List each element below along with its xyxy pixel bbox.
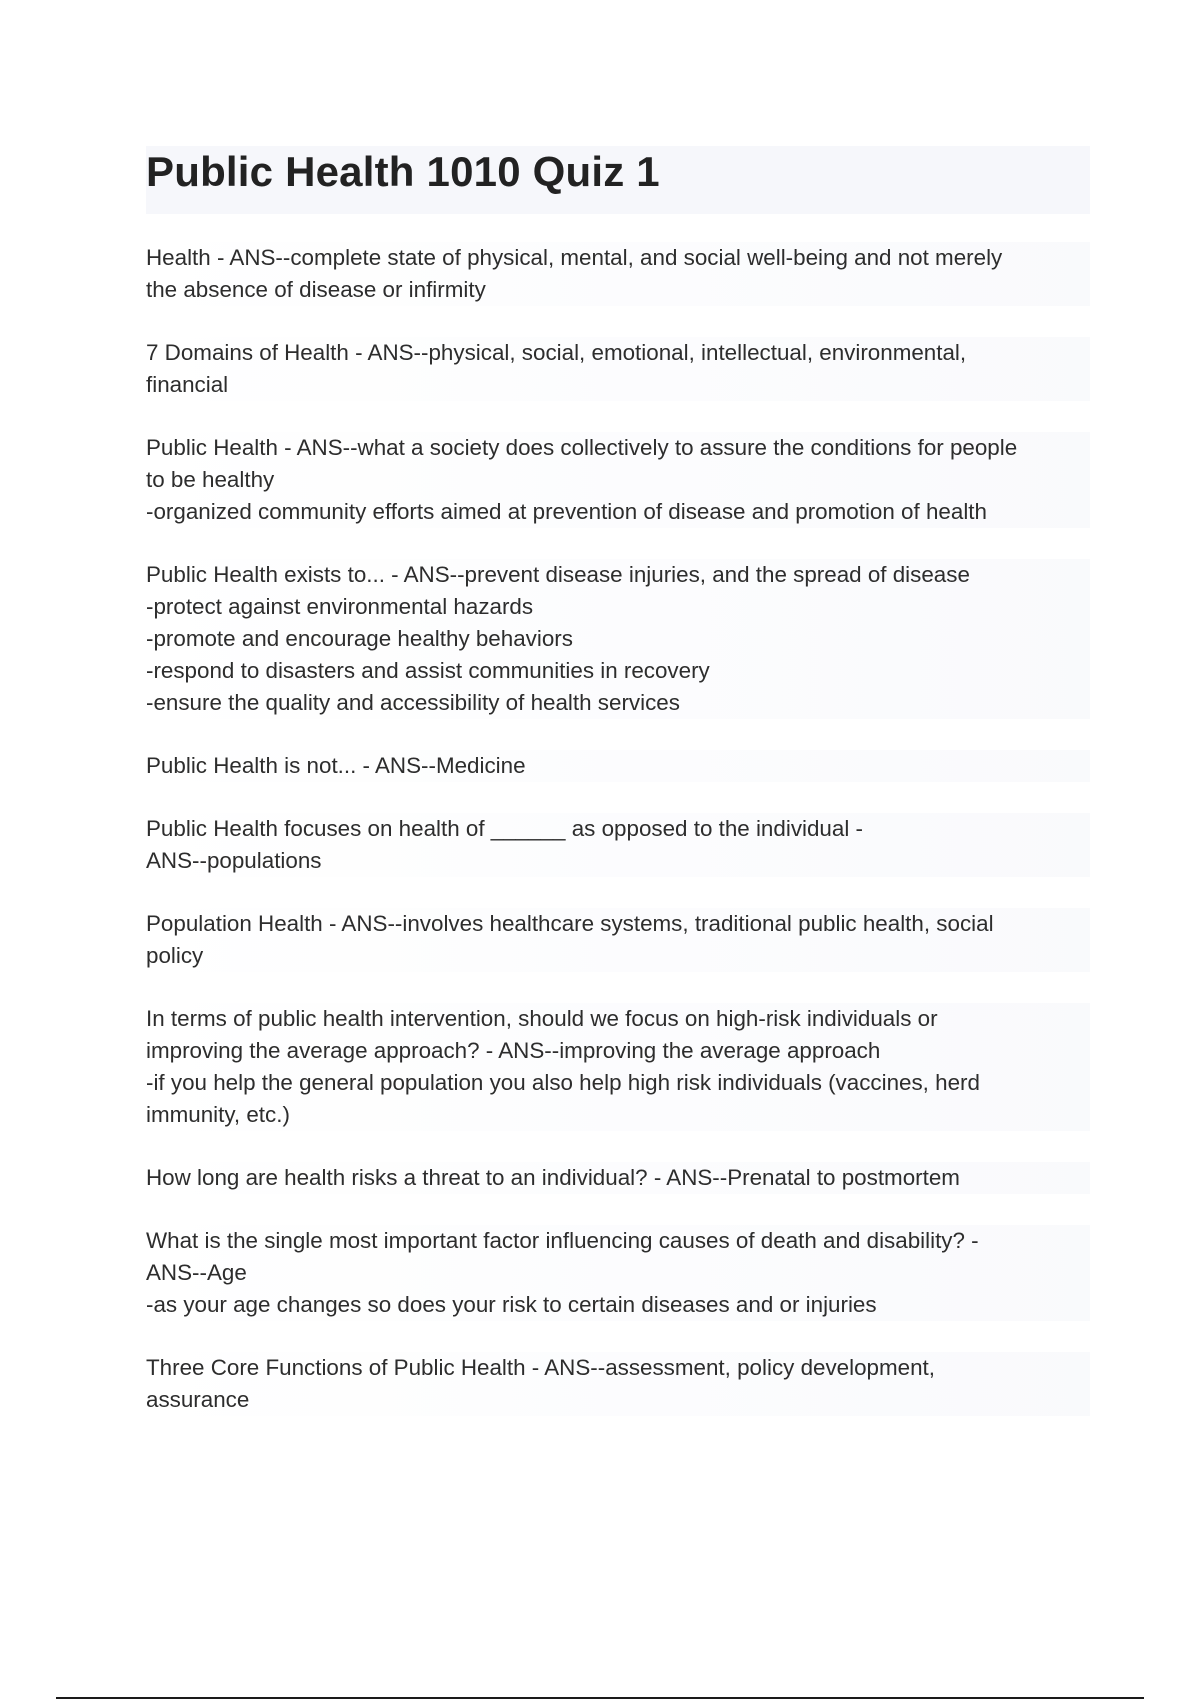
qa-entry-domains: 7 Domains of Health - ANS--physical, social, emotional, intellectual, environmental, financial (146, 337, 1090, 401)
qa-list (146, 242, 1090, 1447)
qa-entry-is-not: Public Health is not... - ANS--Medicine (146, 750, 1090, 782)
qa-entry-intervention: In terms of public health intervention, should we focus on high-risk individuals or improving the average approach? - ANS--improving the average approach -if you help the general population you also help high risk individuals (vaccines, herd immunity, etc.) (146, 1003, 1090, 1131)
qa-entry-public-health: Public Health - ANS--what a society does collectively to assure the conditions for people to be healthy -organized community efforts aimed at prevention of disease and promotion of health (146, 432, 1090, 528)
qa-entry-population-health: Population Health - ANS--involves healthcare systems, traditional public health, social policy (146, 908, 1090, 972)
qa-entry-single-factor: What is the single most important factor influencing causes of death and disability? - ANS--Age -as your age changes so does your risk to certain diseases and or injuries (146, 1225, 1090, 1321)
qa-entry-health: Health - ANS--complete state of physical, mental, and social well-being and not merely the absence of disease or infirmity (146, 242, 1090, 306)
qa-entry-focuses-on: Public Health focuses on health of ______ as opposed to the individual - ANS--populations (146, 813, 1090, 877)
qa-entry-exists-to: Public Health exists to... - ANS--prevent disease injuries, and the spread of disease -protect against environmental hazards -promote and encourage healthy behaviors -respond to disasters and assist communities in recovery -ensure the quality and accessibility of health services (146, 559, 1090, 719)
footer-divider (56, 1697, 1144, 1699)
page-title: Public Health 1010 Quiz 1 (146, 148, 660, 195)
qa-entry-core-functions: Three Core Functions of Public Health - ANS--assessment, policy development, assurance (146, 1352, 1090, 1416)
qa-entry-health-risks: How long are health risks a threat to an individual? - ANS--Prenatal to postmortem (146, 1162, 1090, 1194)
